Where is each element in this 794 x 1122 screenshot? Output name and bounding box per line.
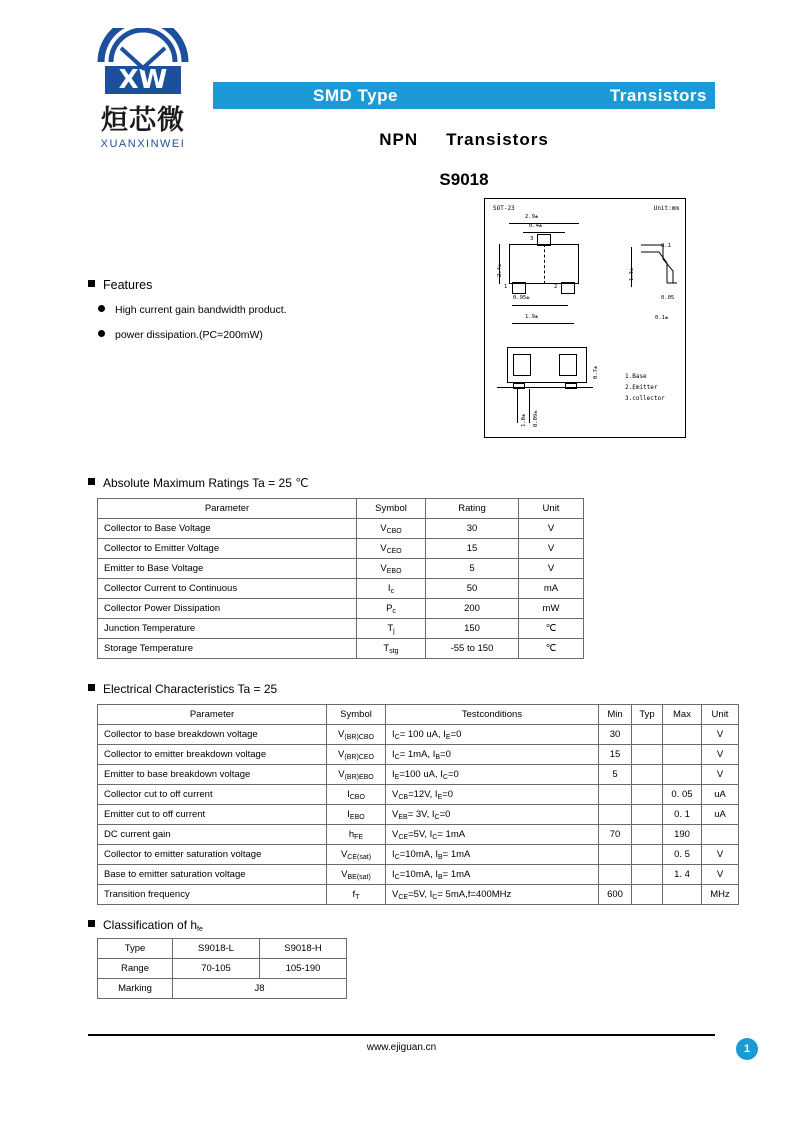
classification-title-sub: fe [197,926,203,933]
cell-typ [632,785,663,805]
cell-unit: uA [702,785,739,805]
cell-unit: mW [519,599,584,619]
cell-parameter: Collector Power Dissipation [98,599,357,619]
table-row [98,519,584,539]
cell-parameter: Emitter cut to off current [98,805,327,825]
cell-min [599,785,632,805]
th-parameter: Parameter [98,705,327,725]
cell-parameter: Junction Temperature [98,619,357,639]
electrical-title [88,682,277,696]
cell-conditions: $I_C= 100$ uA, $I_E=0$ [386,725,599,745]
cell-symbol: $P_c$ [357,599,426,619]
cell-conditions: $I_E=100$ uA, $I_C=0$ [386,765,599,785]
table-row [98,745,739,765]
cell-row-label: Marking [98,979,173,999]
dim-side-a: 0.1 [661,243,671,249]
cell-typ [632,805,663,825]
cell-symbol: $V_{BE(sat)}$ [327,865,386,885]
cell-conditions: $V_{CB}=12V$, $I_E=0$ [386,785,599,805]
cell-symbol: $T_{stg}$ [357,639,426,659]
cell-parameter: Emitter to Base Voltage [98,559,357,579]
dim-lower-line1 [517,389,518,423]
title-band [213,82,715,109]
top-view-centerline [544,244,545,284]
cell-min: 5 [599,765,632,785]
table-row [98,725,739,745]
table-row [98,785,739,805]
table-header-row [98,705,739,725]
th-testconditions: Testconditions [386,705,599,725]
cell-min: 15 [599,745,632,765]
table-row [98,939,347,959]
company-logo [78,28,208,150]
cell-row-label: Range [98,959,173,979]
cell-parameter: Collector to emitter saturation voltage [98,845,327,865]
pin1-number: 1 [504,284,508,290]
pin2-pad [561,282,575,294]
dim-side-b: 0.05 [661,295,675,301]
cell-unit: V [702,865,739,885]
classification-table [97,938,347,999]
table-row [98,825,739,845]
bottom-pad-right [559,354,577,376]
cell-symbol: $V_{EBO}$ [357,559,426,579]
cell-max: 190 [663,825,702,845]
cell-unit: V [702,765,739,785]
table-row [98,865,739,885]
cell-symbol: $I_{CBO}$ [327,785,386,805]
dim-side-c: 0.1± [655,315,669,321]
title-band-left: SMD Type [313,86,398,105]
cell-parameter: Collector to Base Voltage [98,519,357,539]
dim-lower-h: 0.7± [593,365,599,379]
cell-max: 0. 1 [663,805,702,825]
dim-top-width: 2.9± [525,214,539,220]
th-rating: Rating [426,499,519,519]
cell-max [663,725,702,745]
dim-lower-v1: 1.0± [521,413,527,427]
cell-unit [702,825,739,845]
cell-parameter: Transition frequency [98,885,327,905]
classification-title [88,918,203,932]
dim-top-line [509,223,579,224]
table-row [98,579,584,599]
side-profile-shape [637,239,681,299]
pin-legend [625,371,665,404]
cell-conditions: $V_{EB}= 3V$, $I_C=0$ [386,805,599,825]
cell-min: 30 [599,725,632,745]
bottom-lead-left [513,383,525,389]
package-name-label: SOT-23 [493,205,515,212]
dim-top-line2 [523,232,565,233]
th-max: Max [663,705,702,725]
cell-conditions: $I_C=10mA$, $I_B= 1mA$ [386,845,599,865]
logo-text-en: XUANXINWEI [100,138,186,150]
cell-rating: -55 to 150 [426,639,519,659]
cell-rating: 50 [426,579,519,599]
subtitle-type: NPN [379,130,419,149]
table-row [98,845,739,865]
pin2-number: 2 [554,284,558,290]
cell-min [599,845,632,865]
cell-max: 0. 5 [663,845,702,865]
table-row [98,599,584,619]
cell-symbol: $I_{EBO}$ [327,805,386,825]
cell-parameter: Base to emitter saturation voltage [98,865,327,885]
cell-unit: uA [702,805,739,825]
cell-max: 0. 05 [663,785,702,805]
cell-symbol: $f_T$ [327,885,386,905]
dim-bottom-pitch: 0.95± [513,295,530,301]
cell-conditions: $I_C=10mA$, $I_B= 1mA$ [386,865,599,885]
pin3-pad [537,234,551,246]
cell-typ [632,765,663,785]
cell-min: 70 [599,825,632,845]
cell-min [599,865,632,885]
footer-url[interactable]: www.ejiguan.cn [366,1042,437,1053]
cell-unit: V [519,559,584,579]
cell-symbol: $V_{(BR)CEO}$ [327,745,386,765]
cell-rating: 30 [426,519,519,539]
cell-min [599,805,632,825]
cell-symbol: $I_c$ [357,579,426,599]
table-header-row [98,499,584,519]
cell-unit: V [519,519,584,539]
dim-span-line [512,323,574,324]
dim-lower-line2 [529,389,530,423]
cell-typ [632,865,663,885]
subtitle-family: Transistors [446,130,549,149]
cell-max [663,885,702,905]
cell-rating: 200 [426,599,519,619]
th-symbol: Symbol [357,499,426,519]
cell-row-label: Type [98,939,173,959]
th-unit: Unit [702,705,739,725]
cell-type-h: S9018-H [260,939,347,959]
th-symbol: Symbol [327,705,386,725]
cell-max [663,745,702,765]
cell-unit: V [519,539,584,559]
table-row [98,979,347,999]
cell-parameter: Collector to emitter breakdown voltage [98,745,327,765]
cell-parameter: DC current gain [98,825,327,845]
cell-parameter: Collector cut to off current [98,785,327,805]
cell-unit: V [702,725,739,745]
part-number: S9018 [439,170,489,189]
bottom-lead-right [565,383,577,389]
features-heading-label: Features [103,278,153,292]
th-min: Min [599,705,632,725]
cell-symbol: $V_{(BR)EBO}$ [327,765,386,785]
bullet-square-icon [88,920,95,927]
cell-rating: 150 [426,619,519,639]
pin-legend-item: 1.Base [625,373,647,380]
cell-conditions: $I_C= 1mA$, $I_B=0$ [386,745,599,765]
table-row [98,805,739,825]
cell-type-l: S9018-L [173,939,260,959]
dim-pitch-line [512,305,568,306]
logo-icon [91,28,195,96]
cell-conditions: $V_{CE}=5V$, $I_C= 5mA,f=400MHz$ [386,885,599,905]
page-header [0,0,794,189]
cell-unit: V [702,745,739,765]
bullet-square-icon [88,684,95,691]
cell-conditions: $V_{CE}=5V$, $I_C= 1mA$ [386,825,599,845]
cell-parameter: Collector to Emitter Voltage [98,539,357,559]
dim-lower-v2: 0.09± [533,410,539,427]
table-row [98,885,739,905]
cell-max: 1. 4 [663,865,702,885]
cell-unit: ℃ [519,619,584,639]
table-row [98,619,584,639]
pin1-pad [512,282,526,294]
electrical-title-label: Electrical Characteristics Ta = 25 [103,682,278,696]
th-typ: Typ [632,705,663,725]
classification-title-label: Classification of h [103,918,198,932]
cell-parameter: Collector to base breakdown voltage [98,725,327,745]
bullet-square-icon [88,478,95,485]
dim-top-width2: 0.4± [529,223,543,229]
cell-parameter: Collector Current to Continuous [98,579,357,599]
dim-right-height: 1.3± [629,267,635,281]
cell-typ [632,745,663,765]
th-parameter: Parameter [98,499,357,519]
table-row [98,639,584,659]
absolute-max-title [88,476,309,490]
bullet-square-icon [88,280,95,287]
cell-symbol: $V_{CEO}$ [357,539,426,559]
cell-range-l: 70-105 [173,959,260,979]
unit-label: Unit:mm [653,205,679,212]
cell-typ [632,725,663,745]
cell-max [663,765,702,785]
absolute-max-title-label: Absolute Maximum Ratings Ta = 25 ℃ [103,476,309,490]
cell-symbol: $V_{(BR)CBO}$ [327,725,386,745]
table-row [98,959,347,979]
th-unit: Unit [519,499,584,519]
footer-divider [88,1034,715,1036]
cell-rating: 15 [426,539,519,559]
bullet-dot-icon [98,305,105,312]
table-row [98,539,584,559]
pin3-number: 3 [530,236,534,242]
cell-rating: 5 [426,559,519,579]
cell-unit: V [702,845,739,865]
cell-parameter: Storage Temperature [98,639,357,659]
absolute-max-table [97,498,584,659]
feature-item-label: High current gain bandwidth product. [115,304,287,316]
svg-text:XW: XW [118,65,168,95]
cell-symbol: $T_j$ [357,619,426,639]
cell-typ [632,845,663,865]
cell-typ [632,885,663,905]
cell-unit: mA [519,579,584,599]
electrical-table [97,704,739,905]
feature-item [88,329,418,341]
features-section [88,278,418,354]
table-row [98,765,739,785]
cell-unit: ℃ [519,639,584,659]
feature-item-label: power dissipation.(PC=200mW) [115,329,263,341]
page-number-badge: 1 [736,1038,758,1060]
cell-unit: MHz [702,885,739,905]
dim-left-height: 2.4± [497,263,503,277]
feature-item [88,304,418,316]
cell-range-h: 105-190 [260,959,347,979]
pin-legend-item: 2.Emitter [625,384,658,391]
features-heading [88,278,418,292]
table-row [98,559,584,579]
cell-typ [632,825,663,845]
dim-bottom-span: 1.9± [525,314,539,320]
bottom-baseline [497,387,593,388]
cell-symbol: $V_{CBO}$ [357,519,426,539]
pin-legend-item: 3.collector [625,395,665,402]
cell-min: 600 [599,885,632,905]
cell-symbol: $h_{FE}$ [327,825,386,845]
logo-text-cn: 烜芯微 [101,105,185,136]
bullet-dot-icon [98,330,105,337]
title-band-right: Transistors [609,86,707,105]
cell-symbol: $V_{CE(sat)}$ [327,845,386,865]
bottom-pad-left [513,354,531,376]
cell-marking: J8 [173,979,347,999]
product-subtitle [213,130,715,150]
cell-parameter: Emitter to base breakdown voltage [98,765,327,785]
package-drawing [484,198,686,438]
